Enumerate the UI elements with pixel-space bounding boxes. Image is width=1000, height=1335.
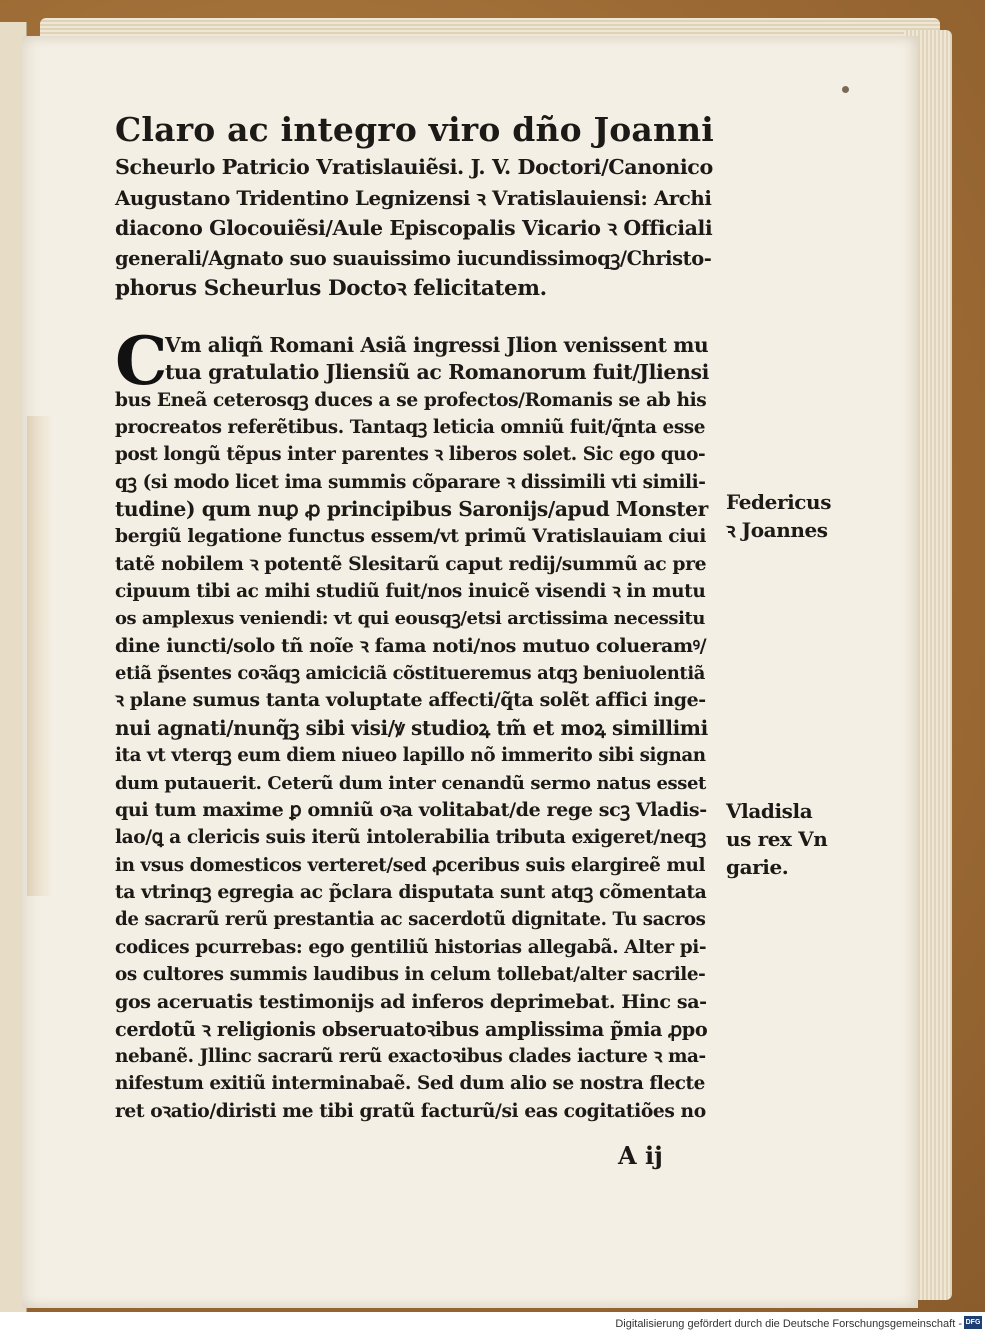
- body-line: bergiũ legatione functus essem/vt primũ Vratislauiam ciui: [115, 525, 706, 548]
- digitization-credit: Digitalisierung gefördert durch die Deutsche Forschungsgemeinschaft -: [615, 1318, 962, 1330]
- marginal-line: Vladisla: [726, 799, 813, 823]
- marginal-line: us rex Vn: [726, 827, 828, 851]
- body-line: in vsus domesticos verteret/sed ꝓceribus suis elargireẽ mul: [115, 854, 706, 876]
- body-line: codices pcurrebas: ego gentiliũ historias allegabã. Alter pi-: [115, 936, 707, 958]
- body-line: gos aceruatis testimonijs ad inferos deprimebat. Hinc sa-: [115, 990, 707, 1014]
- body-line: qui tum maxime ꝑ omniũ oꝛa volitabat/de rege scꝫ Vladis-: [115, 798, 707, 821]
- heading-first-line: Claro ac integro viro dño Joanni: [115, 110, 715, 149]
- marginal-line: garie.: [726, 855, 789, 879]
- body-line: cipuum tibi ac mihi studiũ fuit/nos inuicẽ visendi ꝛ in mutu: [115, 581, 706, 603]
- body-line: ꝛ plane sumus tanta voluptate affecti/q̃ta solẽt affici inge-: [115, 689, 706, 712]
- body-line: etiã p̃sentes coꝛãqꝫ amiciciã cõstitueremus atqꝫ beniuolentiã: [115, 663, 705, 685]
- body-line: dum putauerit. Ceterũ dum inter cenandũ sermo natus esset: [115, 772, 706, 794]
- body-line: cerdotũ ꝛ religionis obseruatoꝛibus amplissima p̃mia ꝓpo: [115, 1017, 708, 1041]
- body-line: ita vt vterqꝫ eum diem niueo lapillo nõ immerito sibi signan: [115, 745, 706, 767]
- marginal-line: Federicus: [726, 490, 832, 514]
- heading-line: generali/Agnato suo suauissimo iucundissimoqꝫ/Christo-: [115, 246, 712, 270]
- body-line: tua gratulatio Jliensiũ ac Romanorum fuit/Jliensi: [165, 360, 710, 385]
- heading-line: Scheurlo Patricio Vratislauiẽsi. J. V. Doctori/Canonico: [115, 155, 713, 179]
- heading-line: Augustano Tridentino Legnizensi ꝛ Vratislauiensi: Archi: [115, 185, 712, 210]
- ink-spot: [842, 86, 849, 93]
- body-line: ret oꝛatio/diristi me tibi gratũ facturũ/si eas cogitatiões no: [115, 1099, 706, 1122]
- marginal-note-vladislaus: [726, 797, 827, 881]
- body-line: nui agnati/nunq̃ꝫ sibi visi/ꝟ studioꝝ tm̃ et moꝝ simillimi: [115, 715, 708, 740]
- body-line: bus Eneã ceterosqꝫ duces a se profectos/Romanis se ab his: [115, 389, 707, 411]
- dedication-heading: [115, 108, 720, 305]
- body-line: nifestum exitiũ interminabaẽ. Sed dum alio se nostra flecte: [115, 1073, 705, 1095]
- body-line: lao/ꝗ a clericis suis iterũ intolerabilia tributa exigeret/neqꝫ: [115, 827, 706, 849]
- body-line: os cultores summis laudibus in celum tollebat/alter sacrile-: [115, 963, 706, 985]
- body-line: de sacrarũ rerũ prestantia ac sacerdotũ dignitate. Tu sacros: [115, 909, 706, 931]
- body-line: post longũ tẽpus inter parentes ꝛ liberos solet. Sic ego quo-: [115, 444, 706, 466]
- marginal-note-federicus: [726, 488, 831, 544]
- body-line: ta vtrinqꝫ egregia ac p̃clara disputata sunt atqꝫ cõmentata: [115, 880, 707, 903]
- signature-mark: A ij: [618, 1141, 663, 1170]
- heading-line: phorus Scheurlus Doctoꝛ felicitatem.: [115, 276, 547, 301]
- marginal-line: ꝛ Joannes: [726, 518, 828, 542]
- dfg-logo: DFG: [964, 1316, 982, 1329]
- heading-line: diacono Glocouiẽsi/Aule Episcopalis Vicario ꝛ Officiali: [115, 216, 713, 240]
- body-line: tudine) qum nuꝑ ꝓ principibus Saronijs/apud Monster: [115, 497, 708, 522]
- body-line: dine iuncti/solo tñ noĩe ꝛ fama noti/nos mutuo colueramꝰ/: [115, 634, 707, 657]
- body-line: procreatos referẽtibus. Tantaqꝫ leticia omniũ fuit/q̃nta esse: [115, 417, 706, 439]
- drop-initial: C: [115, 322, 168, 400]
- body-line: qꝫ (si modo licet ima summis cõparare ꝛ dissimili vti simili-: [115, 471, 706, 493]
- body-line: tatẽ nobilem ꝛ potentẽ Slesitarũ caput redij/summũ ac pre: [115, 552, 707, 575]
- body-line: Vm aliqñ Romani Asiã ingressi Jlion venissent mu: [165, 333, 709, 357]
- page-stain: [27, 416, 53, 896]
- body-line: nebanẽ. Jllinc sacrarũ rerũ exactoꝛibus clades iacture ꝛ ma-: [115, 1045, 706, 1067]
- body-text: [115, 322, 715, 1125]
- body-line: os amplexus veniendi: vt qui eousqꝫ/etsi arctissima necessitu: [115, 608, 705, 630]
